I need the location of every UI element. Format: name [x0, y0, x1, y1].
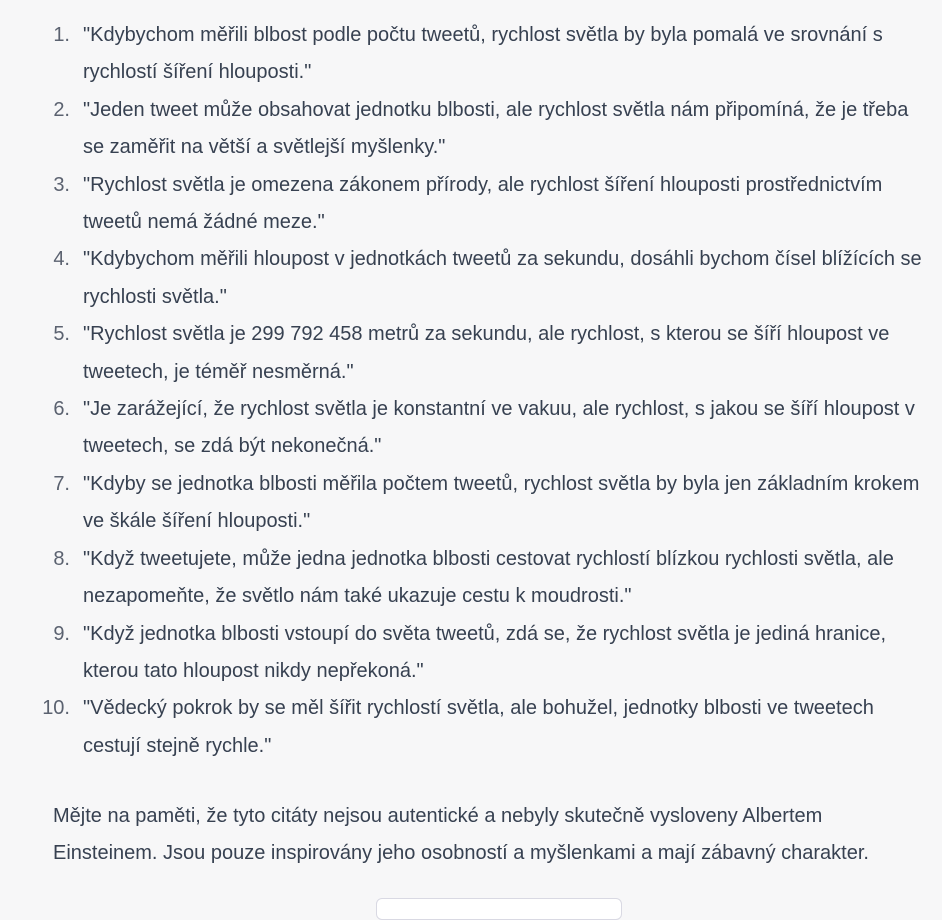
item-text: "Rychlost světla je 299 792 458 metrů za sekundu, ale rychlost, s kterou se šíří hloupost ve tweetech, je téměř nesměrná." — [83, 323, 890, 383]
item-number: 9. — [53, 622, 70, 645]
quote-list — [0, 17, 942, 765]
list-item — [0, 241, 942, 316]
list-item — [0, 466, 942, 541]
list-item — [0, 167, 942, 242]
chat-message — [0, 17, 942, 873]
item-number: 7. — [53, 472, 70, 495]
item-text: "Kdyby se jednotka blbosti měřila počtem tweetů, rychlost světla by byla jen základním krokem ve škále šíření hlouposti." — [83, 472, 920, 533]
list-item — [0, 616, 942, 691]
item-text: "Když tweetujete, může jedna jednotka blbosti cestovat rychlostí blízkou rychlosti světla, ale nezapomeňte, že světlo nám také ukazuje cestu k moudrosti." — [83, 547, 894, 608]
list-item — [0, 541, 942, 616]
item-number: 1. — [53, 24, 70, 46]
regenerate-button[interactable] — [376, 898, 622, 920]
item-number: 5. — [53, 323, 70, 346]
list-item — [0, 92, 942, 167]
item-number: 2. — [53, 98, 70, 121]
item-text: "Když jednotka blbosti vstoupí do světa tweetů, zdá se, že rychlost světla je jediná hranice, kterou tato hloupost nikdy nepřekoná." — [83, 622, 887, 682]
item-number: 4. — [53, 248, 70, 271]
item-text: "Kdybychom měřili blbost podle počtu tweetů, rychlost světla by byla pomalá ve srovnání s rychlostí šíření hlouposti." — [83, 24, 883, 84]
list-item — [0, 17, 942, 92]
disclaimer-paragraph: Mějte na paměti, že tyto citáty nejsou autentické a nebyly skutečně vysloveny Albertem Einsteinem. Jsou pouze inspirovány jeho osobností a myšlenkami a mají zábavný charakter. — [53, 805, 869, 865]
item-text: "Vědecký pokrok by se měl šířit rychlostí světla, ale bohužel, jednotky blbosti ve tweetech cestují stejně rychle." — [83, 697, 874, 757]
item-number: 10. — [42, 697, 70, 720]
item-text: "Kdybychom měřili hloupost v jednotkách tweetů za sekundu, dosáhli bychom čísel blížících se rychlosti světla." — [83, 248, 922, 308]
item-text: "Rychlost světla je omezena zákonem přírody, ale rychlost šíření hlouposti prostřednictvím tweetů nemá žádné meze." — [83, 173, 883, 234]
item-number: 3. — [53, 173, 70, 196]
list-item — [0, 316, 942, 391]
item-text: "Jeden tweet může obsahovat jednotku blbosti, ale rychlost světla nám připomíná, že je třeba se zaměřit na větší a světlejší myšlenky." — [83, 98, 909, 159]
item-text: "Je zarážející, že rychlost světla je konstantní ve vakuu, ale rychlost, s jakou se šíří hloupost v tweetech, se zdá být nekonečná." — [83, 398, 915, 458]
list-item — [0, 391, 942, 466]
list-item — [0, 690, 942, 765]
item-number: 6. — [53, 398, 70, 421]
item-number: 8. — [53, 547, 70, 570]
